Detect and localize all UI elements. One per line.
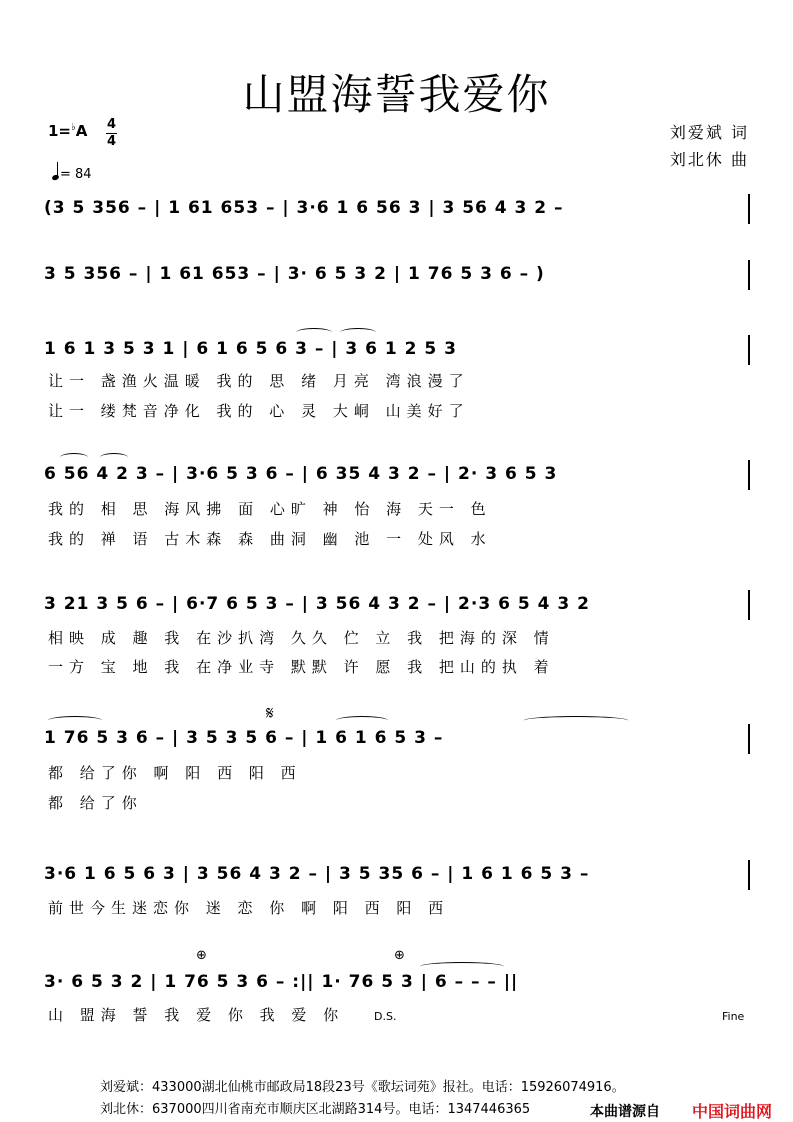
bar-line [748, 860, 750, 890]
footer-line-2: 刘北休：637000四川省南充市顺庆区北湖路314号。电话：1347446365 [100, 1102, 531, 1117]
composer-credit: 刘北休 曲 [669, 150, 749, 169]
slur-arc [340, 328, 376, 337]
time-signature [106, 118, 117, 149]
lyric-line-5: 相映 成 趣 我 在沙扒湾 久久 伫 立 我 把海的深 情 [48, 629, 555, 647]
coda-sign-2: ⊕ [394, 948, 405, 963]
lyricist-credit: 刘爱斌 词 [669, 123, 749, 142]
tempo-value: = 84 [60, 167, 92, 182]
key-signature [48, 122, 87, 140]
notation-row-7: 3·6 1 6 5 6 3 | 3 56 4 3 2 – | 3 5 35 6 – | 1 6 1 6 5 3 – [44, 864, 590, 884]
time-unit: 4 [106, 134, 117, 149]
slur-arc [48, 716, 102, 725]
slur-arc [524, 716, 628, 725]
bar-line [748, 724, 750, 754]
segno-sign: 𝄋 [266, 703, 274, 724]
slur-arc [336, 716, 388, 725]
coda-sign: ⊕ [196, 948, 207, 963]
lyric-line-10: 山 盟海 誓 我 爱 你 我 爱 你 [48, 1006, 345, 1024]
lyric-line-4: 我的 禅 语 古木森 森 曲洞 幽 池 一 处风 水 [48, 530, 492, 548]
bar-line [748, 260, 750, 290]
notation-row-6: 1 76 5 3 6 – | 3 5 3 5 6 – | 1 6 1 6 5 3 – [44, 728, 444, 748]
notation-row-3: 1 6 1 3 5 3 1 | 6 1 6 5 6 3 – | 3 6 1 2 5 3 [44, 339, 457, 359]
lyric-line-1: 让一 盏渔火温暖 我的 思 绪 月亮 湾浪漫了 [48, 372, 470, 390]
time-beats: 4 [106, 117, 117, 132]
lyric-line-2: 让一 缕梵音净化 我的 心 灵 大峒 山美好了 [48, 402, 470, 420]
slur-arc [60, 453, 88, 462]
notation-row-1: (3 5 356 – | 1 61 653 – | 3·6 1 6 56 3 | 3 56 4 3 2 – [44, 198, 564, 218]
notation-row-5: 3 21 3 5 6 – | 6·7 6 5 3 – | 3 56 4 3 2 – | 2·3 6 5 4 3 2 [44, 594, 590, 614]
lyric-line-9: 前世今生迷恋你 迷 恋 你 啊 阳 西 阳 西 [48, 899, 450, 917]
bar-line [748, 460, 750, 490]
page-title: 山盟海誓我爱你 [242, 70, 551, 119]
key-note: A [75, 122, 88, 140]
bar-line [748, 335, 750, 365]
lyric-line-6: 一方 宝 地 我 在净业寺 默默 许 愿 我 把山的执 着 [48, 658, 555, 676]
site-watermark[interactable]: 中国词曲网 [692, 1099, 772, 1122]
lyric-line-7: 都 给了你 啊 阳 西 阳 西 [48, 764, 302, 782]
ds-mark: D.S. [374, 1010, 397, 1023]
slur-arc [296, 328, 332, 337]
key-prefix: 1= [48, 122, 72, 140]
quarter-note-icon [51, 174, 59, 181]
bar-line [748, 590, 750, 620]
slur-arc [100, 453, 128, 462]
fine-mark: Fine [722, 1010, 745, 1023]
notation-row-4: 6 56 4 2 3 – | 3·6 5 3 6 – | 6 35 4 3 2 – | 2· 3 6 5 3 [44, 464, 558, 484]
slur-arc [420, 962, 504, 971]
lyric-line-3: 我的 相 思 海风拂 面 心旷 神 怡 海 天一 色 [48, 500, 492, 518]
flat-sign: ♭ [71, 122, 76, 133]
lyric-line-8: 都 给了你 [48, 794, 143, 812]
tempo-marking [52, 164, 92, 182]
source-label: 本曲谱源自 [588, 1101, 662, 1121]
notation-row-8: 3· 6 5 3 2 | 1 76 5 3 6 – :|| 1· 76 5 3 | 6 – – – || [44, 972, 519, 992]
notation-row-2: 3 5 356 – | 1 61 653 – | 3· 6 5 3 2 | 1 76 5 3 6 – ) [44, 264, 545, 284]
bar-line [748, 194, 750, 224]
footer-line-1: 刘爱斌：433000湖北仙桃市邮政局18段23号《歌坛词苑》报社。电话：15926074916。 [100, 1080, 625, 1095]
